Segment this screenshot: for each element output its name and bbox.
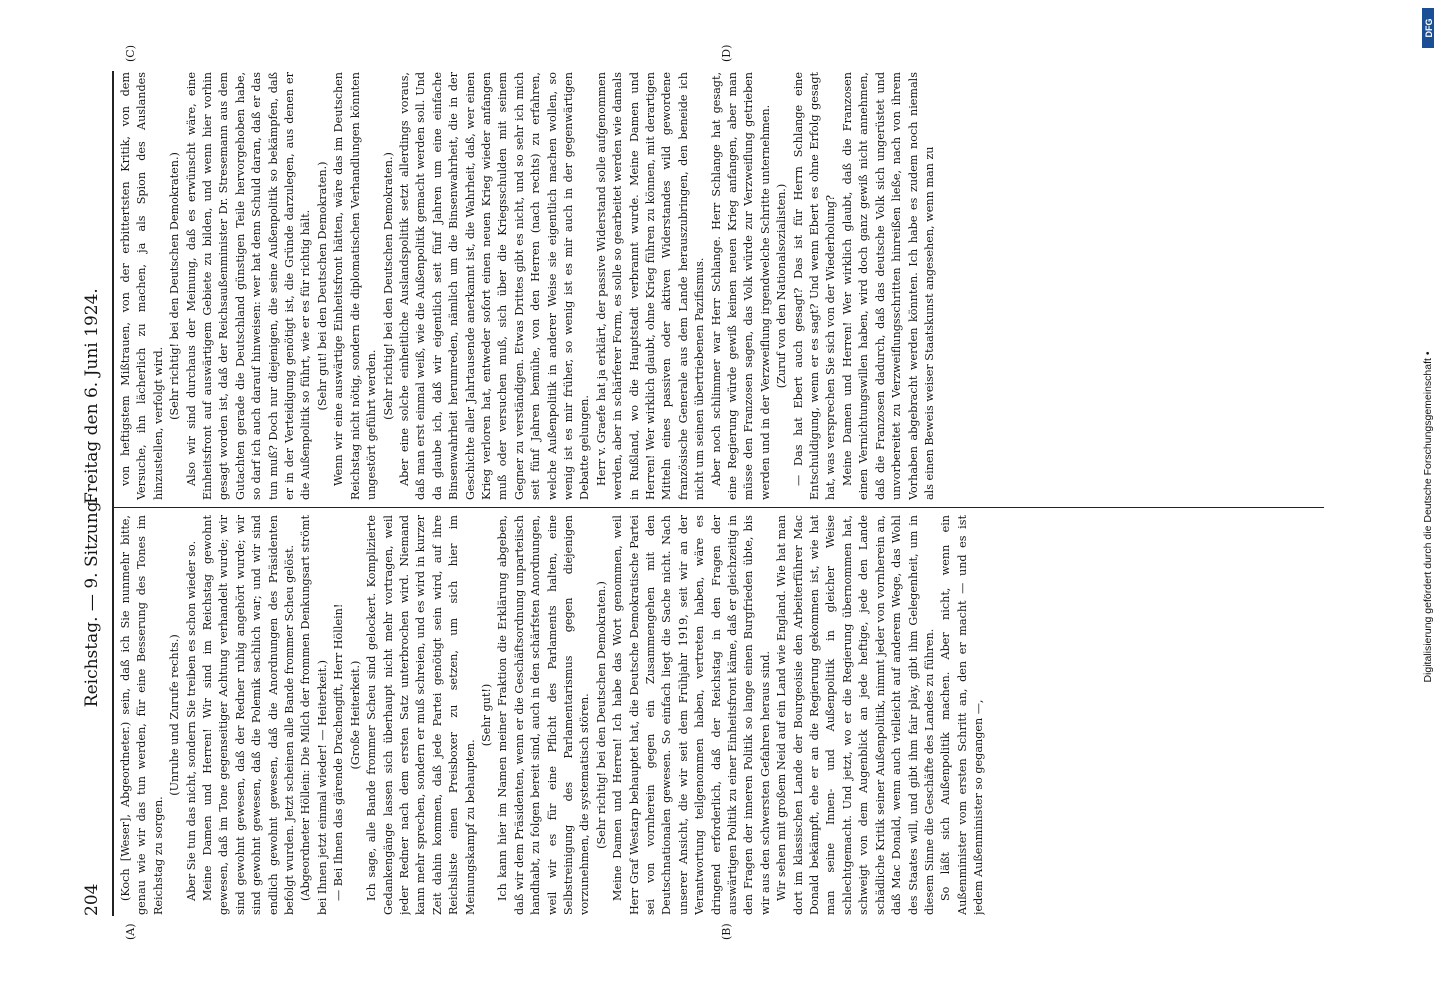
header-rule xyxy=(112,71,114,916)
paragraph: Aber eine solche einheitliche Auslandspolitik setzt allerdings voraus, daß man erst einmal weiß, wie die Außenpolitik gemacht werden soll. Und da glaube ich, daß wir eigentlich seit fünf Jahren um eine einfache Binsenwahrheit herumreden, nämlich um die Binsenwahrheit, die in der Geschichte aller Jahrtausende anerkannt ist, die Wahrheit, daß, wer einen Krieg verloren hat, entweder sofort einen neuen Krieg wieder anfangen muß oder versuchen muß, sich über die Kriegsschulden mit seinem Gegner zu verständigen. Etwas Drittes gibt es nicht, und so sehr ich mich seit fünf Jahren bemühe, von den Herren (nach rechts) zu erfahren, welche Außenpolitik in anderer Weise sie eigentlich machen wollen, so wenig ist es mir früher, so wenig ist es mir auch in der gegenwärtigen Debatte gelungen. xyxy=(397,72,592,500)
paragraph: — Bei Ihnen das gärende Drachengift, Herr Höllein! xyxy=(332,603,346,901)
paragraph: Meine Damen und Herren! Ich habe das Wort genommen, weil Herr Graf Westarp behauptet hat, die Deutsche Demokratische Partei sei von vornherein gegen ein Zusammengehen mit den Deutschnationalen gewesen. So einfach liegt die Sache nicht. Nach unserer Ansicht, die wir seit dem Frühjahr 1919, seit wir an der Verantwortung teilgenommen haben, vertreten haben, wäre es dringend erforderlich, daß der Reichstag in den Fragen der auswärtigen Politik zu einer Einheitsfront käme, daß er gleichzeitig in den Fragen der inneren Politik so lange einen Burgfrieden übte, bis wir aus den schwersten Gefahren heraus sind. xyxy=(611,515,772,915)
column-divider xyxy=(112,507,1324,508)
interjection: (Sehr richtig! bei den Deutschen Demokraten.) xyxy=(381,152,395,420)
paragraph: Also wir sind durchaus der Meinung, daß es erwünscht wäre, eine Einheitsfront auf auswärtigem Gebiete zu bilden, und wenn hier vorhin gesagt worden ist, daß der Reichsaußenminister Dr. Stresemann aus dem Gutachten gerade die Deutschland günstigen Teile hervorgehoben habe, so darf ich auch darauf hinweisen: wer hat denn Schuld daran, daß er das tun muß? Doch nur diejenigen, die seine Außenpolitik so bekämpfen, daß er in der Verteidigung genötigt ist, die Gründe darzulegen, aus denen er die Außenpolitik so führt, wie er es für richtig hält. xyxy=(184,72,313,500)
interjection: (Sehr gut!) xyxy=(479,683,493,747)
paragraph: Ich sage, alle Bande frommer Scheu sind gelockert. Komplizierte Gedankengänge lassen sich überhaupt nicht mehr vortragen, weil jeder Redner nach dem ersten Satz unterbrochen wird. Niemand kann mehr sprechen, sondern er muß schreien, und es wird in kurzer Zeit dahin kommen, daß jede Partei genötigt sein wird, auf ihre Reichsliste einen Preisboxer zu setzen, um sich hier im Meinungskampf zu behaupten. xyxy=(365,515,477,915)
dfg-logo: DFG xyxy=(1422,8,1434,48)
interjection: (Sehr gut! bei den Deutschen Demokraten.) xyxy=(315,161,329,411)
paragraph: Wenn wir eine auswärtige Einheitsfront hätten, wäre das im Deutschen Reichstag nicht nötig, sondern die diplomatischen Verhandlungen könnten ungestört geführt werden. xyxy=(332,72,379,500)
paragraph: Ich kann hier im Namen meiner Fraktion die Erklärung abgeben, daß wir dem Präsidenten, wenn er die Geschäftsordnung unparteiisch handhabt, zu folgen bereit sind, auch in den schärfsten Anordnungen, weil wir es für eine Pflicht des Parlaments halten, eine Selbstreinigung des Parlamentarismus gegen diejenigen vorzunehmen, die systematisch stören. xyxy=(496,515,592,915)
left-column xyxy=(118,515,1318,915)
paragraph: — Das hat Ebert auch gesagt? Das ist für Herrn Schlange eine Entschuldigung, wenn er es sagt? Und wenn Ebert es ohne Erfolg gesagt hat, was versprechen Sie sich von der Wiederholung? xyxy=(791,72,838,500)
page-header-right xyxy=(82,74,106,504)
margin-marker-d: (D) xyxy=(720,44,733,62)
paragraph: Aber noch schlimmer war Herr Schlange. Herr Schlange hat gesagt, eine Regierung würde gewiß keinen neuen Krieg anfangen, aber man müsse den Franzosen sagen, das Volk würde zur Verzweiflung getrieben werden und in der Verzweiflung irgendwelche Schritte unternehmen. xyxy=(709,72,772,500)
margin-marker-c: (C) xyxy=(124,45,137,62)
interjection: (Unruhe und Zurufe rechts.) xyxy=(168,634,182,796)
right-column xyxy=(118,72,1318,500)
margin-marker-a: (A) xyxy=(124,923,137,940)
interjection: (Große Heiterkeit.) xyxy=(348,660,362,770)
paragraph: (Koch [Weser], Abgeordneter.) sein, daß ich Sie nunmehr bitte, genau wie wir das tun werden, für eine Besserung des Tones im Reichstag zu sorgen. xyxy=(119,515,165,915)
paragraph: Aber Sie tun das nicht, sondern Sie treiben es schon wieder so. xyxy=(184,540,198,901)
interjection: (Zuruf von den Nationalsozialisten.) xyxy=(775,183,789,389)
session-date: Freitag den 6. Juni 1924. xyxy=(82,288,102,504)
session-title: Reichstag. — 9. Sitzung. xyxy=(82,496,102,708)
paragraph: (Abgeordneter Höllein: Die Milch der frommen Denkungsart strömt bei Ihnen jetzt einmal wieder! — Heiterkeit.) xyxy=(299,515,329,915)
interjection: (Sehr richtig! bei den Deutschen Demokraten.) xyxy=(594,581,608,849)
interjection: (Sehr richtig! bei den Deutschen Demokraten.) xyxy=(168,152,182,420)
page-number: 204 xyxy=(82,883,102,916)
paragraph: Meine Damen und Herren! Wer wirklich glaubt, daß die Franzosen einen Vernichtungswillen haben, wird doch ganz gewiß nicht annehmen, daß die Franzosen dadurch, daß das deutsche Volk sich ungerüstet und unvorbereitet zu Verzweiflungsschritten hinreißen ließe, nach von ihrem Vorhaben abgebracht werden könnten. Ich habe es zudem noch niemals als einen Beweis weiser Staatskunst angesehen, wenn man zu xyxy=(840,72,936,500)
digitization-credit: Digitalisierung gefördert durch die Deutsche Forschungsgemeinschaft • xyxy=(1422,351,1434,683)
paragraph: Wir sehen mit großem Neid auf ein Land wie England. Wie hat man dort im klassischen Lande der Bourgeoisie den Arbeiterführer Mac Donald bekämpft, ehe er an die Regierung gekommen ist, wie hat man seine Innen- und Außenpolitik in gleicher Weise schlechtgemacht. Und jetzt, wo er die Regierung übernommen hat, schweigt von dem Augenblick an jede heftige, jede den Lande schädliche Kritik seiner Außenpolitik, nimmt jeder von vornherein an, daß Mac Donald, wenn auch vielleicht auf anderem Wege, das Wohl des Staates will, und gibt ihm fair play, gibt ihm Gelegenheit, um in diesem Sinne die Geschäfte des Landes zu führen. xyxy=(775,515,936,915)
paragraph: von heftigstem Mißtrauen, von der erbittertsten Kritik, von dem Versuche, ihn lächerlich zu machen, ja als Spion des Auslandes hinzustellen, verfolgt wird. xyxy=(119,72,165,500)
page-header-left xyxy=(82,496,106,916)
paragraph: So läßt sich Außenpolitik machen. Aber nicht, wenn ein Außenminister vom ersten Schritt an, den er macht — und es ist jedem Außenminister so gegangen —, xyxy=(939,515,986,915)
paragraph: Herr v. Graefe hat ja erklärt, der passive Widerstand solle aufgenommen werden, aber in schärferer Form, es solle so gearbeitet werden wie damals in Rußland, wo die Hauptstadt verbrannt wurde. Meine Damen und Herren! Wer wirklich glaubt, ohne Krieg führen zu können, mit derartigen Mitteln eines passiven oder aktiven Widerstandes wild gewordene französische Generale aus dem Lande herauszubringen, den beneide ich nicht um seinen übertriebenen Pazifismus. xyxy=(594,72,707,500)
margin-marker-b: (B) xyxy=(720,923,733,940)
paragraph: Meine Damen und Herren! Wir sind im Reichstag gewohnt gewesen, daß im Tone gegenseitiger Achtung verhandelt wurde; wir sind gewohnt gewesen, daß der Redner ruhig angehört wurde; wir sind gewohnt gewesen, daß die Polemik sachlich war; und wir sind endlich gewohnt gewesen, daß die Anordnungen des Präsidenten befolgt wurden. Jetzt scheinen alle Bande frommer Scheu gelöst. xyxy=(201,515,297,915)
